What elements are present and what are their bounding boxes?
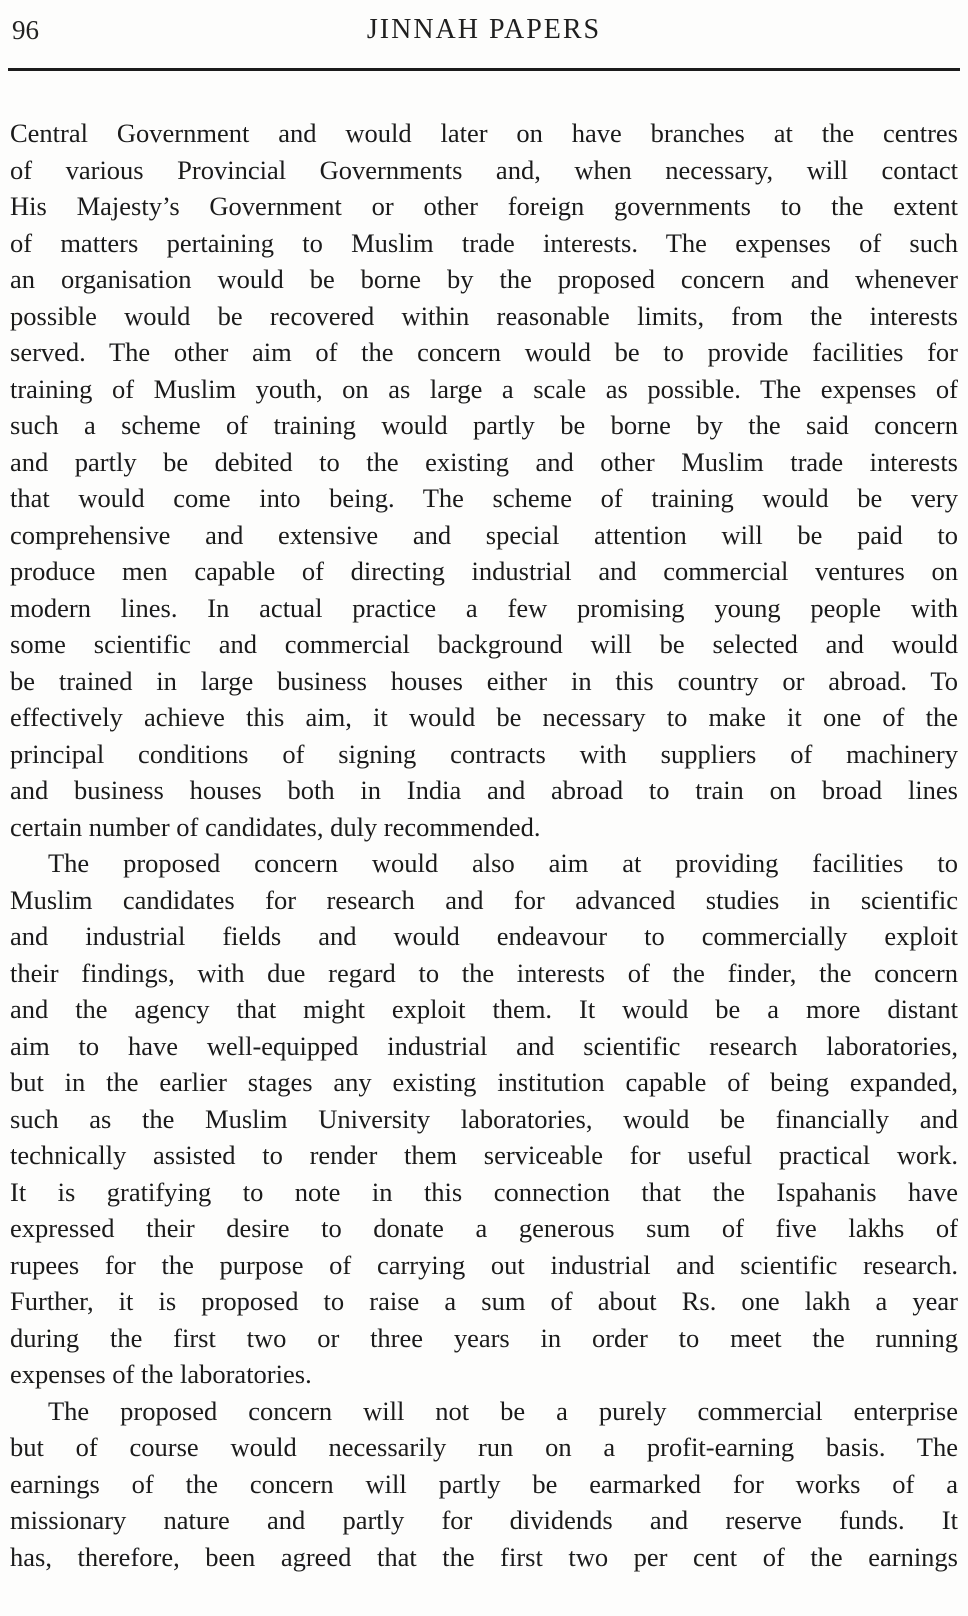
text-line: It is gratifying to note in this connection that the Ispahanis have — [10, 1176, 958, 1207]
text-line: The proposed concern will not be a purely commercial enterprise — [48, 1395, 958, 1426]
text-line: of matters pertaining to Muslim trade interests. The expenses of such — [10, 227, 958, 258]
text-line: produce men capable of directing industrial and commercial ventures on — [10, 556, 958, 586]
text-line: Further, it is proposed to raise a sum of about Rs. one lakh a year — [10, 1286, 958, 1316]
text-line: an organisation would be borne by the proposed concern and whenever — [10, 264, 958, 294]
text-line: certain number of candidates, duly recommended. — [10, 811, 541, 842]
text-line: training of Muslim youth, on as large a scale as possible. The expenses of — [10, 373, 958, 404]
page-number: 96 — [12, 15, 39, 45]
text-line: earnings of the concern will partly be earmarked for works of a — [10, 1468, 958, 1499]
text-line: but in the earlier stages any existing institution capable of being expanded, — [10, 1067, 958, 1097]
text-line: has, therefore, been agreed that the first two per cent of the earnings — [10, 1541, 958, 1572]
text-line: and industrial fields and would endeavour to commercially exploit — [10, 921, 958, 951]
text-line: modern lines. In actual practice a few promising young people with — [10, 592, 958, 623]
text-line: such a scheme of training would partly be borne by the said concern — [10, 410, 958, 440]
text-line: aim to have well-equipped industrial and scientific research laboratories, — [10, 1030, 958, 1061]
text-line: and business houses both in India and abroad to train on broad lines — [10, 775, 958, 805]
text-line: expenses of the laboratories. — [10, 1359, 312, 1389]
text-line: but of course would necessarily run on a profit-earning basis. The — [10, 1432, 958, 1462]
paragraph-1 — [10, 115, 958, 845]
text-line: missionary nature and partly for dividends and reserve funds. It — [10, 1505, 958, 1535]
text-line: effectively achieve this aim, it would be necessary to make it one of the — [10, 702, 958, 732]
running-header-title: JINNAH PAPERS — [366, 14, 602, 45]
text-line: that would come into being. The scheme of training would be very — [10, 483, 958, 513]
text-line: and the agency that might exploit them. It would be a more distant — [10, 994, 958, 1024]
text-line: during the first two or three years in order to meet the running — [10, 1322, 958, 1353]
text-line: His Majesty’s Government or other foreign governments to the extent — [10, 191, 958, 221]
text-line: Muslim candidates for research and for advanced studies in scientific — [10, 884, 958, 915]
text-line: possible would be recovered within reasonable limits, from the interests — [10, 300, 958, 331]
paragraph-2 — [10, 845, 958, 1393]
text-line: of various Provincial Governments and, when necessary, will contact — [10, 154, 958, 185]
text-line: expressed their desire to donate a generous sum of five lakhs of — [10, 1213, 958, 1243]
text-line: The proposed concern would also aim at providing facilities to — [48, 848, 958, 878]
text-line: some scientific and commercial background will be selected and would — [10, 629, 958, 659]
header-rule — [8, 68, 960, 71]
text-line: principal conditions of signing contracts with suppliers of machinery — [10, 738, 958, 769]
text-line: and partly be debited to the existing and other Muslim trade interests — [10, 446, 958, 477]
paragraph-3 — [10, 1393, 958, 1576]
page-header — [10, 15, 958, 47]
text-line: served. The other aim of the concern would be to provide facilities for — [10, 337, 958, 367]
text-line: their findings, with due regard to the interests of the finder, the concern — [10, 957, 958, 988]
text-line: technically assisted to render them serviceable for useful practical work. — [10, 1140, 958, 1170]
page-body — [10, 115, 958, 1575]
text-line: rupees for the purpose of carrying out industrial and scientific research. — [10, 1249, 958, 1280]
text-line: be trained in large business houses either in this country or abroad. To — [10, 665, 958, 696]
text-line: Central Government and would later on have branches at the centres — [10, 118, 958, 148]
text-line: comprehensive and extensive and special attention will be paid to — [10, 519, 958, 550]
text-line: such as the Muslim University laboratories, would be financially and — [10, 1103, 958, 1134]
